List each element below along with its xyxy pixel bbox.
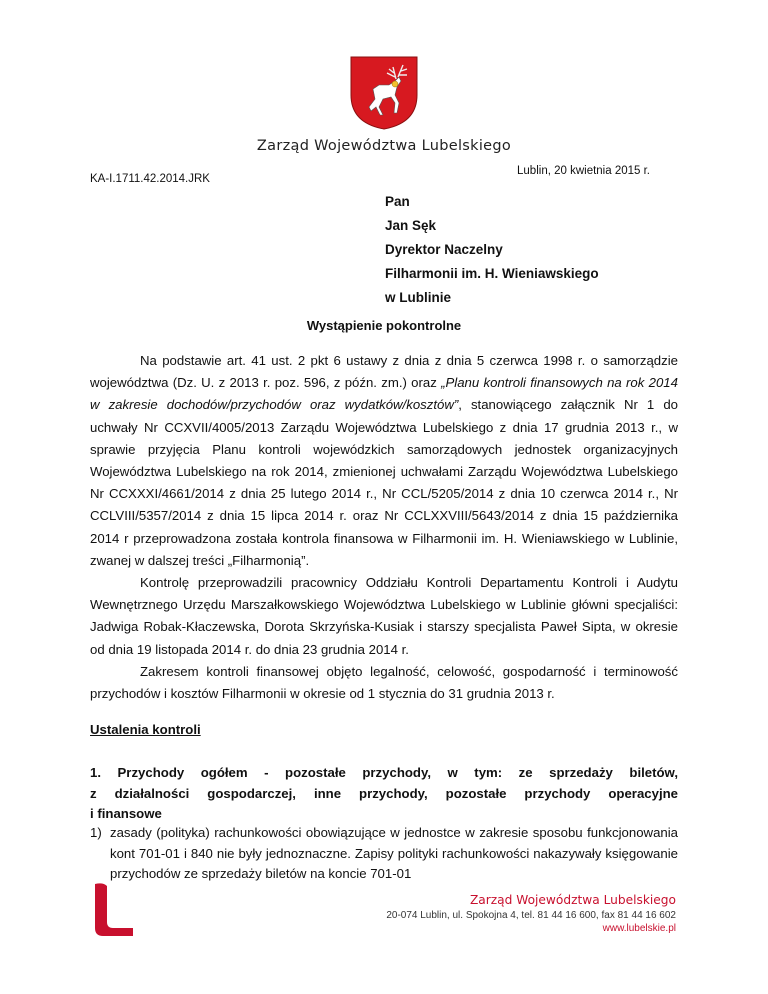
finding-1-line-3: i finansowe [90, 806, 162, 821]
footer-address: 20-074 Lublin, ul. Spokojna 4, tel. 81 44 16 600, fax 81 44 16 602 [386, 910, 676, 921]
addressee-institution: Filharmonii im. H. Wieniawskiego [385, 266, 599, 281]
addressee-salutation: Pan [385, 194, 410, 209]
lubelskie-logo-icon [93, 882, 135, 938]
coat-of-arms-icon [349, 55, 419, 131]
paragraph-1-part-a: Na podstawie art. 41 ust. 2 pkt 6 ustawy z dnia z dnia 5 czerwca 1998 r. o samorządzie województwa (Dz. U. z 2013 r. poz. 596, z późn. zm.) oraz [90, 353, 678, 391]
findings-heading: Ustalenia kontroli [90, 722, 201, 737]
body-text [90, 350, 678, 705]
addressee-position: Dyrektor Naczelny [385, 242, 503, 257]
list-item [90, 823, 678, 885]
paragraph-1-part-c: , stanowiącego załącznik Nr 1 do uchwały Nr CCXVII/4005/2013 Zarządu Województwa Lubelskiego z dnia 17 grudnia 2013 r., w sprawie przyjęcia Planu kontroli wojewódzkich samorządowych jednostek organizacyjnych Województwa Lubelskiego na rok 2014, zmienionej uchwałami Zarządu Województwa Lubelskiego Nr CCXXXI/4661/2014 z dnia 25 lutego 2014 r., Nr CCL/5205/2014 z dnia 10 czerwca 2014 r., Nr CCLVIII/5357/2014 z dnia 15 lipca 2014 r. oraz Nr CCLXXVIII/5643/2014 z dnia 15 października 2014 r przeprowadzona została kontrola finansowa w Filharmonii im. H. Wieniawskiego w Lublinie, zwanej w dalszej treści „Filharmonią”. [90, 397, 678, 568]
paragraph-inspectors: Kontrolę przeprowadzili pracownicy Oddziału Kontroli Departamentu Kontroli i Audytu Wewnętrznego Urzędu Marszałkowskiego Województwa Lubelskiego w Lublinie główni specjaliści: Jadwiga Robak-Kłaczewska, Dorota Skrzyńska-Kusiak i starszy specjalista Paweł Sipta, w okresie od dnia 19 listopada 2014 r. do dnia 23 grudnia 2014 r. [90, 575, 678, 657]
paragraph-legal-basis [90, 350, 678, 572]
footer-organization: Zarząd Województwa Lubelskiego [469, 893, 676, 907]
reference-number: KA-I.1711.42.2014.JRK [90, 173, 210, 185]
finding-1-list [90, 823, 678, 885]
plan-title-italic: „Planu kontroli finansowych na rok 2014 w zakresie dochodów/przychodów oraz wydatków/kosztów” [90, 375, 678, 413]
paragraph-scope: Zakresem kontroli finansowej objęto legalność, celowość, gospodarność i terminowość przychodów i kosztów Filharmonii w okresie od 1 stycznia do 31 grudnia 2013 r. [90, 663, 678, 702]
addressee-name: Jan Sęk [385, 218, 437, 233]
document-date: Lublin, 20 kwietnia 2015 r. [517, 165, 650, 177]
footer [386, 893, 676, 934]
document-title: Wystąpienie pokontrolne [306, 318, 462, 333]
list-item-text: zasady (polityka) rachunkowości obowiązujące w jednostce w zakresie sposobu funkcjonowania kont 701-01 i 840 nie były jednoznaczne. Zapisy polityki rachunkowości nakazywały księgowanie przychodów ze sprzedaży biletów na koncie 701-01 [110, 825, 678, 881]
addressee-city: w Lublinie [385, 290, 451, 305]
finding-1-heading [90, 763, 678, 825]
list-item-number: 1) [90, 825, 102, 840]
footer-website-link[interactable]: www.lubelskie.pl [602, 923, 676, 934]
finding-1-line-1: 1. Przychody ogółem - pozostałe przychody, w tym: ze sprzedaży biletów, [90, 765, 678, 780]
header-organization: Zarząd Województwa Lubelskiego [256, 138, 512, 154]
finding-1-line-2: z działalności gospodarczej, inne przychody, pozostałe przychody operacyjne [90, 785, 678, 801]
